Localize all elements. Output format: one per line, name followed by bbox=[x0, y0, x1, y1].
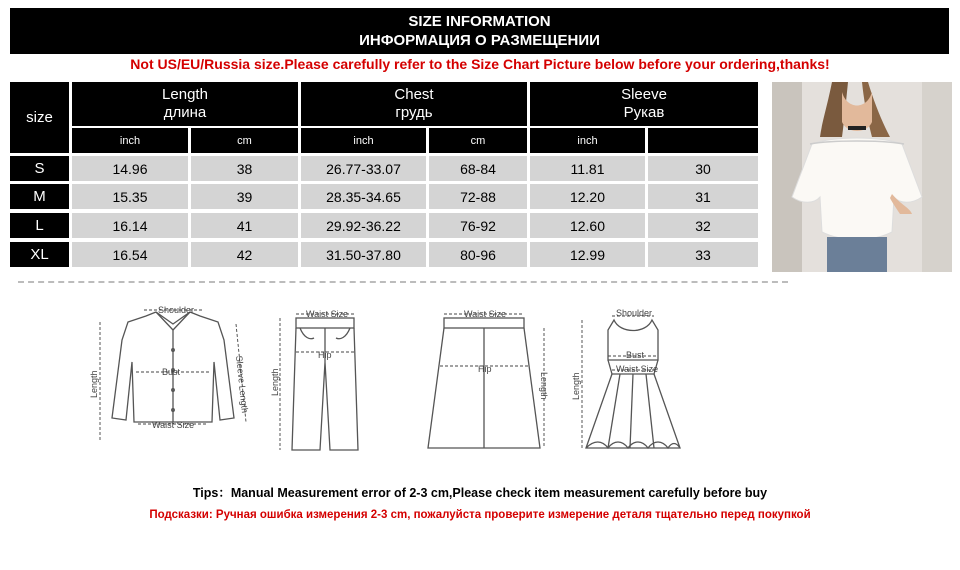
size-header: size bbox=[10, 82, 69, 153]
title-en: SIZE INFORMATION bbox=[408, 13, 551, 30]
value-cell: 30 bbox=[648, 156, 758, 181]
label-length: Length bbox=[270, 368, 280, 396]
value-cell: 72-88 bbox=[429, 184, 527, 209]
value-cell: 76-92 bbox=[429, 213, 527, 238]
unit-header: cm bbox=[429, 128, 527, 153]
group-header-sleeve bbox=[530, 82, 758, 126]
label-waist: Waist Size bbox=[306, 309, 349, 319]
label-waist: Waist Size bbox=[464, 309, 507, 319]
value-cell: 42 bbox=[191, 242, 298, 267]
label-length: Length bbox=[89, 370, 99, 398]
unit-header: inch bbox=[72, 128, 188, 153]
pants-outline bbox=[266, 300, 376, 460]
value-cell: 68-84 bbox=[429, 156, 527, 181]
value-cell: 31.50-37.80 bbox=[301, 242, 426, 267]
dress-diagram bbox=[568, 300, 718, 460]
value-cell: 12.60 bbox=[530, 213, 645, 238]
value-cell: 16.54 bbox=[72, 242, 188, 267]
value-cell: 80-96 bbox=[429, 242, 527, 267]
unit-header: inch bbox=[530, 128, 645, 153]
group-en: Length bbox=[162, 86, 208, 103]
value-cell: 28.35-34.65 bbox=[301, 184, 426, 209]
size-cell: XL bbox=[10, 242, 69, 267]
group-header-length bbox=[72, 82, 298, 126]
group-ru: Рукав bbox=[623, 104, 665, 121]
label-length: Length bbox=[539, 372, 549, 400]
dress-outline bbox=[568, 300, 718, 460]
label-hip: Hip bbox=[318, 350, 332, 360]
skirt-outline bbox=[418, 300, 568, 460]
label-bust: Bust bbox=[162, 367, 181, 377]
unit-header bbox=[648, 128, 758, 153]
size-cell: M bbox=[10, 184, 69, 209]
label-sleeve: Sleeve Length bbox=[234, 355, 250, 414]
section-divider bbox=[18, 281, 788, 283]
group-en: Chest bbox=[394, 86, 434, 103]
label-waist: Waist Size bbox=[616, 364, 659, 374]
product-photo bbox=[772, 82, 952, 272]
value-cell: 15.35 bbox=[72, 184, 188, 209]
size-cell: S bbox=[10, 156, 69, 181]
value-cell: 16.14 bbox=[72, 213, 188, 238]
value-cell: 38 bbox=[191, 156, 298, 181]
shirt-diagram bbox=[88, 300, 258, 460]
group-en: Sleeve bbox=[621, 86, 667, 103]
size-cell: L bbox=[10, 213, 69, 238]
unit-header: inch bbox=[301, 128, 426, 153]
value-cell: 12.20 bbox=[530, 184, 645, 209]
value-cell: 29.92-36.22 bbox=[301, 213, 426, 238]
label-waist: Waist Size bbox=[152, 420, 195, 430]
header-banner bbox=[10, 8, 949, 54]
label-shoulder: Shoulder bbox=[616, 308, 653, 318]
value-cell: 33 bbox=[648, 242, 758, 267]
value-cell: 14.96 bbox=[72, 156, 188, 181]
value-cell: 31 bbox=[648, 184, 758, 209]
tips-english: Tips：Manual Measurement error of 2-3 cm,Please check item measurement carefully before buy bbox=[192, 486, 768, 500]
group-ru: грудь bbox=[395, 104, 433, 121]
pants-diagram bbox=[266, 300, 376, 460]
group-header-chest bbox=[301, 82, 527, 126]
size-warning: Not US/EU/Russia size.Please carefully refer to the Size Chart Picture below before your ordering,thanks! bbox=[130, 56, 830, 72]
label-bust: Bust bbox=[626, 350, 645, 360]
value-cell: 41 bbox=[191, 213, 298, 238]
value-cell: 26.77-33.07 bbox=[301, 156, 426, 181]
skirt-diagram bbox=[418, 300, 568, 460]
tips-russian: Подсказки: Ручная ошибка измерения 2-3 cm, пожалуйста проверите измерение деталя тщательно перед покупкой bbox=[149, 509, 811, 521]
group-ru: длина bbox=[163, 104, 207, 121]
shirt-outline bbox=[88, 300, 258, 460]
value-cell: 11.81 bbox=[530, 156, 645, 181]
label-shoulder: Shoulder bbox=[158, 305, 195, 315]
unit-header: cm bbox=[191, 128, 298, 153]
value-cell: 12.99 bbox=[530, 242, 645, 267]
value-cell: 39 bbox=[191, 184, 298, 209]
off-shoulder-blouse-image bbox=[772, 82, 952, 272]
title-ru: ИНФОРМАЦИЯ О РАЗМЕЩЕНИИ bbox=[359, 32, 600, 49]
label-hip: Hip bbox=[478, 364, 492, 374]
label-length: Length bbox=[571, 372, 581, 400]
value-cell: 32 bbox=[648, 213, 758, 238]
